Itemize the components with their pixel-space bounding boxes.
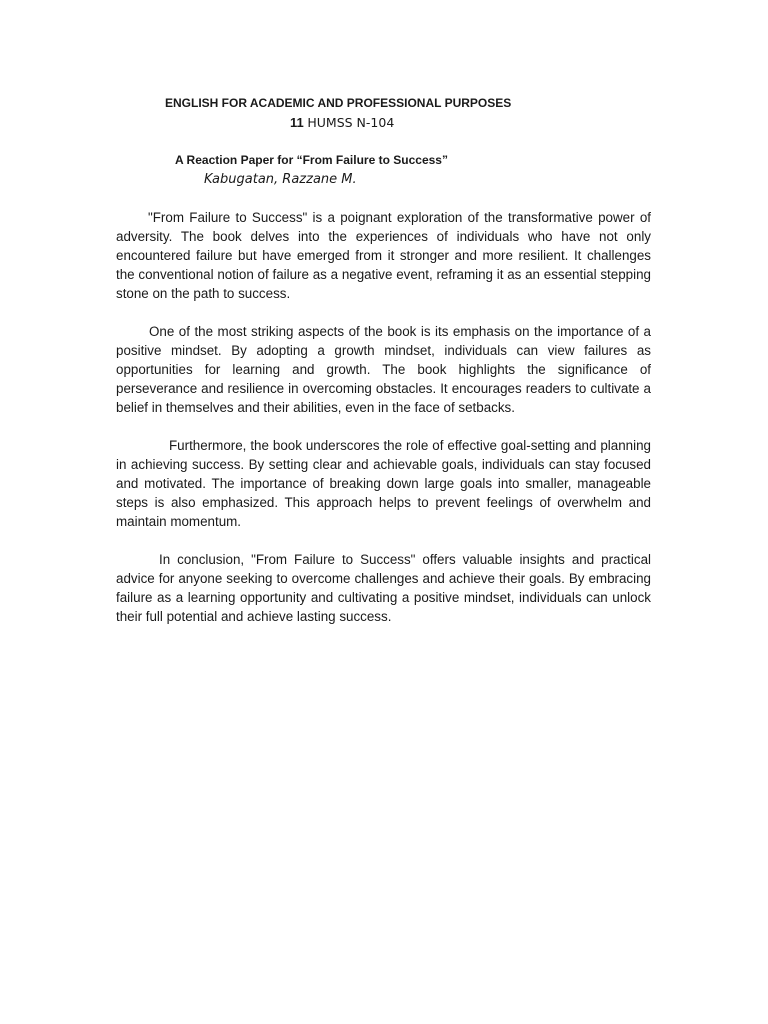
document-body (116, 208, 651, 645)
paragraph-goal-setting: Furthermore, the book underscores the role of effective goal-setting and planning in achieving success. By setting clear and achievable goals, individuals can stay focused and motivated. The importance of breaking down large goals into smaller, manageable steps is also emphasized. This approach helps to prevent feelings of overwhelm and maintain momentum. (116, 438, 651, 529)
course-title: ENGLISH FOR ACADEMIC AND PROFESSIONAL PURPOSES (165, 96, 512, 110)
paragraph-conclusion: In conclusion, "From Failure to Success" offers valuable insights and practical advice for anyone seeking to overcome challenges and achieve their goals. By embracing failure as a learning opportunity and cultivating a positive mindset, individuals can unlock their full potential and achieve lasting success. (116, 552, 651, 624)
paper-title: A Reaction Paper for “From Failure to Success” (175, 153, 448, 167)
paragraph-introduction: "From Failure to Success" is a poignant exploration of the transformative power of adversity. The book delves into the experiences of individuals who have not only encountered failure but have emerged from it stronger and more resilient. It challenges the conventional notion of failure as a negative event, reframing it as an essential stepping stone on the path to success. (116, 210, 651, 301)
section-name: HUMSS N-104 (307, 115, 395, 130)
grade-section-line (290, 115, 394, 130)
grade-level: 11 (290, 115, 304, 130)
paragraph-mindset: One of the most striking aspects of the book is its emphasis on the importance of a positive mindset. By adopting a growth mindset, individuals can view failures as opportunities for learning and growth. The book highlights the significance of perseverance and resilience in overcoming obstacles. It encourages readers to cultivate a belief in themselves and their abilities, even in the face of setbacks. (116, 324, 651, 415)
author-name: Kabugatan, Razzane M. (204, 172, 357, 187)
